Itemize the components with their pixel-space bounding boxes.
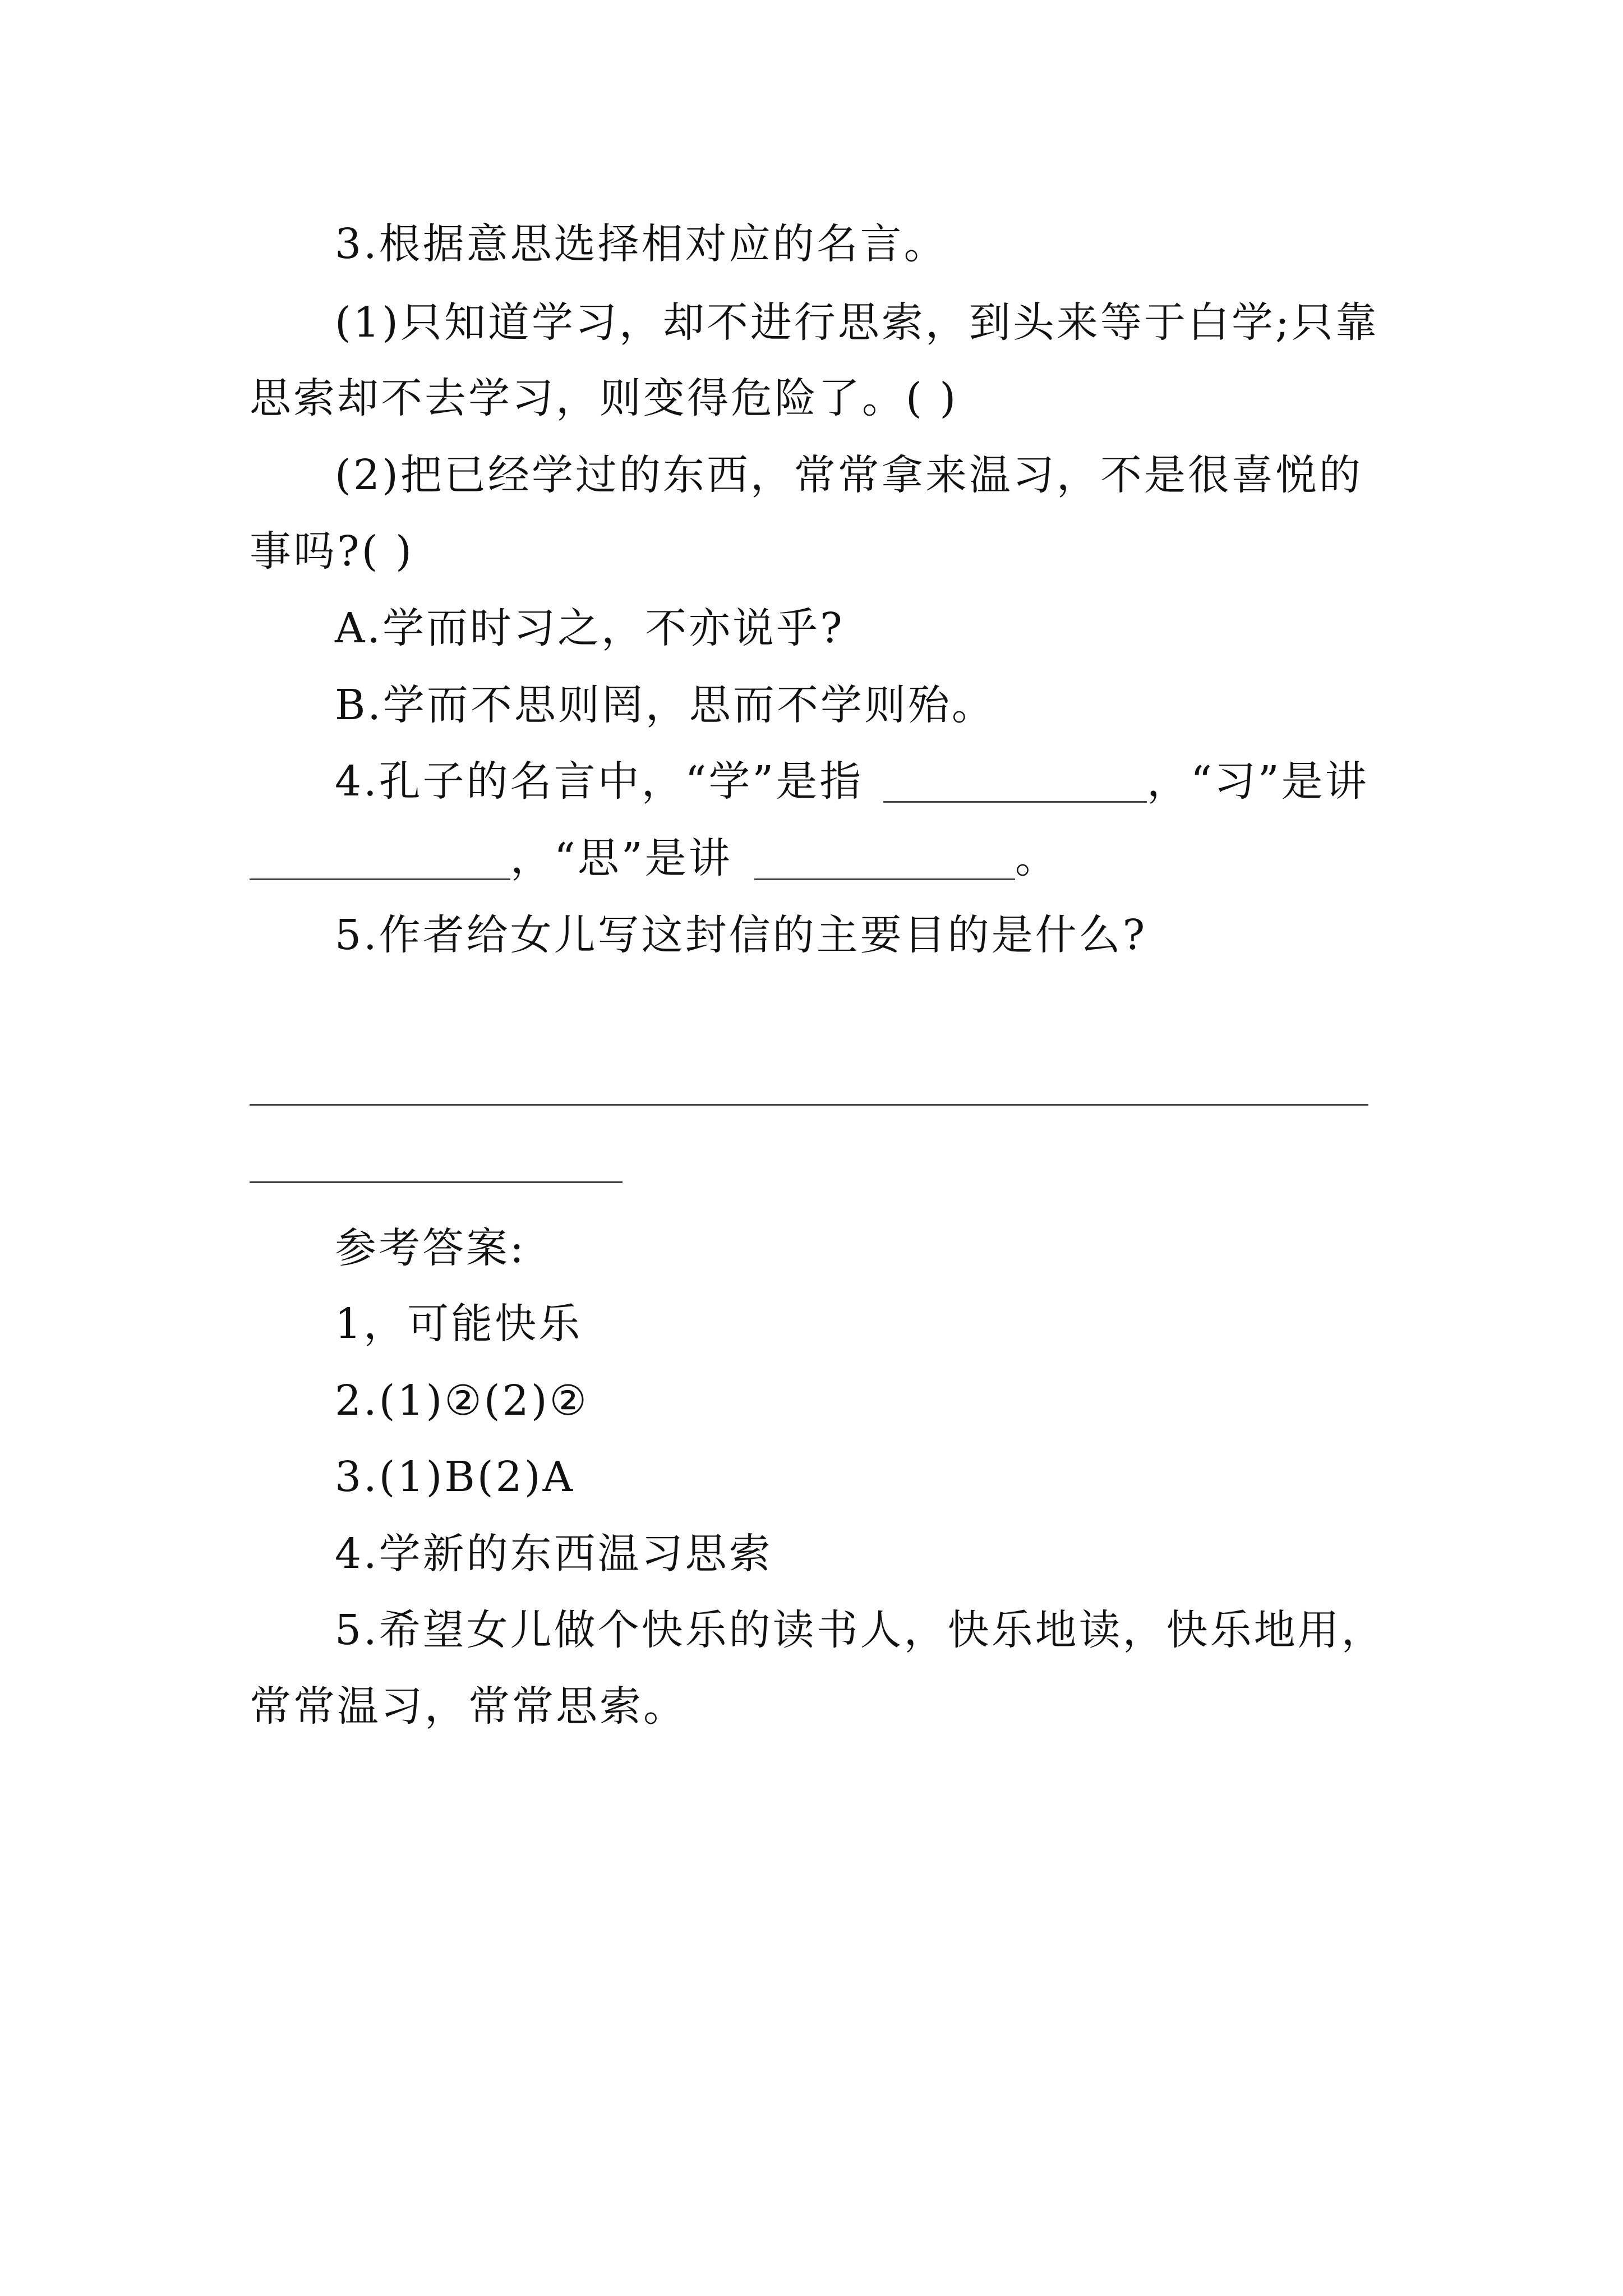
answers-heading: 参考答案:	[335, 1224, 526, 1272]
blank-line-2	[250, 878, 510, 880]
blank-line-1	[883, 801, 1147, 803]
answer-line-1	[250, 1104, 1368, 1106]
question-4-part-2: ，“习”是讲	[1147, 757, 1369, 806]
answer-5-line-1: 5.希望女儿做个快乐的读书人，快乐地读，快乐地用，	[335, 1606, 1385, 1654]
question-3-item-2-line-1: (2)把已经学过的东西，常常拿来温习，不是很喜悦的	[335, 451, 1363, 499]
question-3-title: 3.根据意思选择相对应的名言。	[335, 220, 948, 268]
question-3-item-2-line-2: 事吗?( )	[250, 527, 414, 576]
question-4-part-1: 4.孔子的名言中，“学”是指	[335, 757, 864, 806]
answer-2: 2.(1)②(2)②	[335, 1377, 589, 1425]
question-3-item-1-line-2: 思索却不去学习，则变得危险了。( )	[250, 374, 958, 422]
answer-line-2	[250, 1181, 623, 1183]
answer-4: 4.学新的东西温习思索	[335, 1530, 773, 1578]
blank-line-3	[754, 878, 1015, 880]
answer-5-line-2: 常常温习，常常思索。	[250, 1682, 687, 1731]
question-3-item-1-line-1: (1)只知道学习，却不进行思索，到头来等于白学;只靠	[335, 298, 1379, 347]
question-4-part-4: 。	[1015, 834, 1059, 882]
question-4-part-3: ，“思”是讲	[510, 834, 732, 882]
question-5: 5.作者给女儿写这封信的主要目的是什么?	[335, 911, 1147, 959]
option-b: B.学而不思则罔，思而不学则殆。	[335, 681, 995, 729]
answer-1: 1，可能快乐	[335, 1300, 583, 1348]
option-a: A.学而时习之，不亦说乎?	[335, 604, 845, 652]
answer-3: 3.(1)B(2)A	[335, 1453, 575, 1501]
